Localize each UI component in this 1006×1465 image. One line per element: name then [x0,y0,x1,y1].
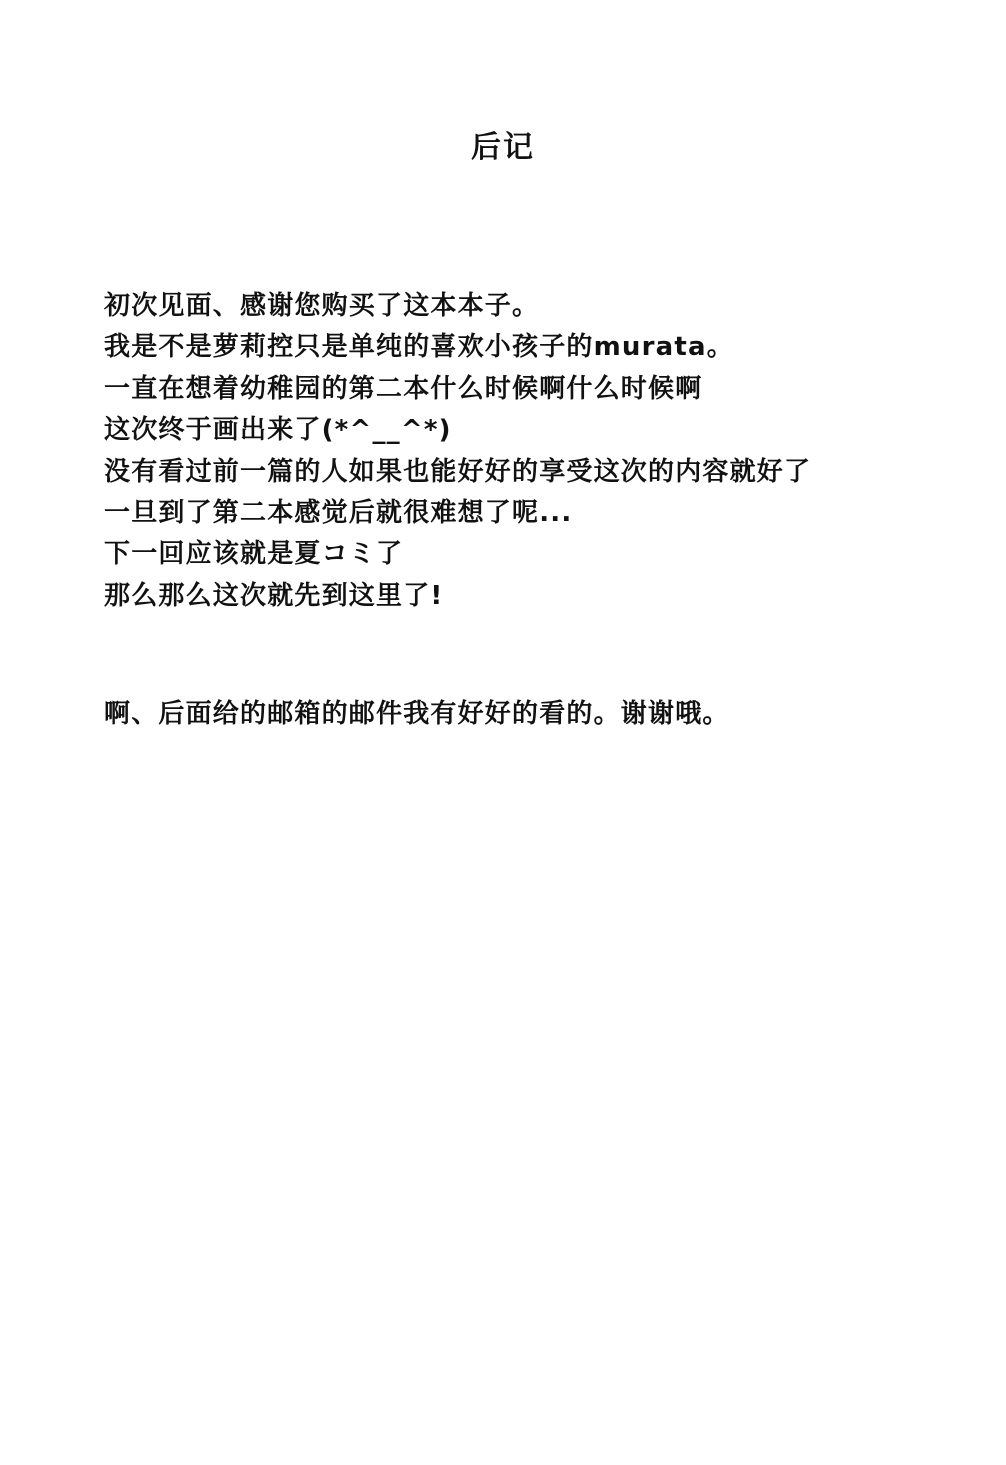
body-line: 初次见面、感谢您购买了这本本子。 [104,291,540,321]
body-line: 我是不是萝莉控只是单纯的喜欢小孩子的murata。 [104,332,734,363]
closing-note: 啊、后面给的邮箱的邮件我有好好的看的。谢谢哦。 [104,699,730,729]
body-line: 一旦到了第二本感觉后就很难想了呢... [104,498,573,529]
body-line: 没有看过前一篇的人如果也能好好的享受这次的内容就好了 [104,456,812,487]
body-line: 下一回应该就是夏コミ了 [104,539,404,570]
body-line: 这次终于画出来了(*^__^*) [104,415,452,446]
afterword-body [104,286,984,617]
body-line: 那么那么这次就先到这里了! [104,580,444,611]
body-line: 一直在想着幼稚园的第二本什么时候啊什么时候啊 [104,373,703,404]
page-title: 后记 [471,130,535,165]
